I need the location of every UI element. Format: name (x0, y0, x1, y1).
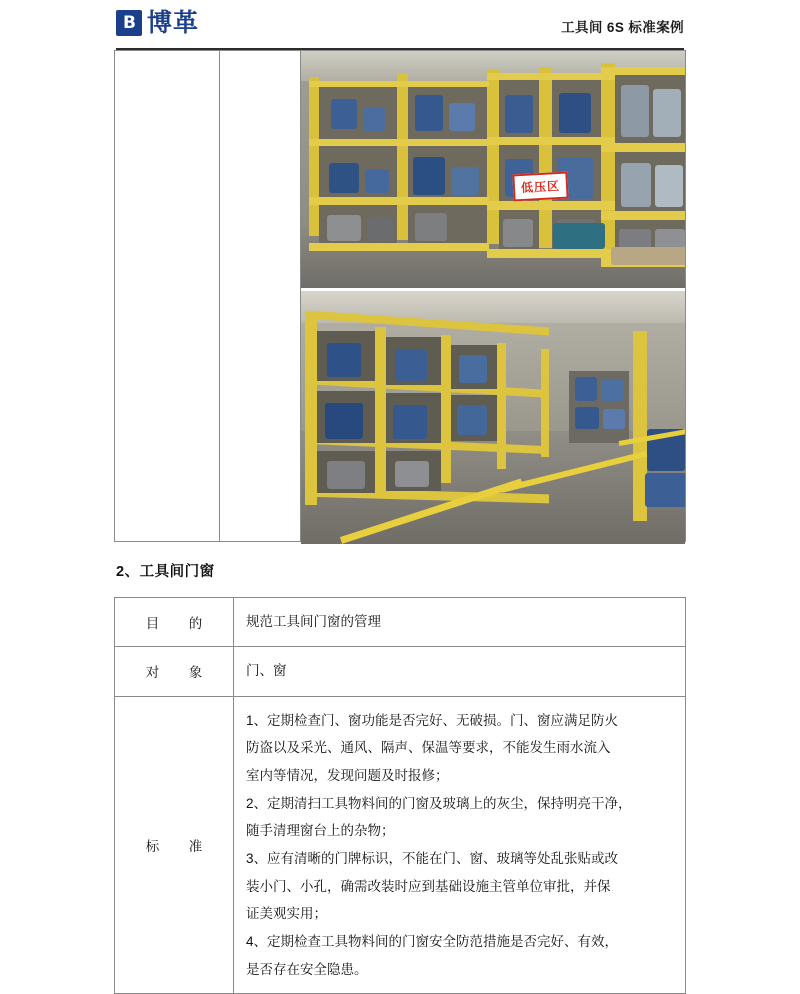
tool-room-aisle-photo (301, 288, 685, 544)
photo1-shelf (487, 73, 617, 80)
photo1-stored-item (367, 217, 393, 241)
row-label-standard: 标 准 (115, 696, 234, 994)
standard-line: 是否存在安全隐患。 (246, 961, 368, 977)
photo2-stored-item (325, 403, 363, 439)
table-row (115, 647, 686, 696)
photo1-shelf (309, 197, 489, 205)
photo2-rack-post (541, 349, 549, 457)
standard-line: 装小门、小孔，确需改装时应到基础设施主管单位审批，并保 (246, 878, 611, 894)
photo1-shelf (487, 137, 617, 145)
photo2-rack-post (305, 319, 317, 505)
photo-table-cell-left (115, 51, 220, 542)
photo1-rack (487, 69, 499, 244)
standard-line: 2、定期清扫工具物料间的门窗及玻璃上的灰尘，保持明亮干净， (246, 795, 632, 811)
photo2-rack-post (441, 335, 451, 483)
photo1-stored-item (451, 167, 479, 195)
standard-line: 防盗以及采光、通风、隔声、保温等要求，不能发生雨水流入 (246, 740, 611, 756)
section-heading: 2、工具间门窗 (116, 564, 215, 580)
photo2-stored-item (327, 343, 361, 377)
row-value-standard (234, 696, 686, 994)
photo1-shelf (601, 67, 685, 75)
photo-stack (301, 51, 685, 541)
standard-line: 室内等情况，发现问题及时报修； (246, 767, 449, 783)
tool-room-shelving-photo (301, 51, 685, 288)
row-label-purpose: 目 的 (115, 598, 234, 647)
photo2-stored-item (327, 461, 365, 489)
row-value-purpose: 规范工具间门窗的管理 (234, 598, 686, 647)
photo2-stored-item (393, 405, 427, 439)
photo1-stored-item (505, 95, 533, 133)
standard-line: 证美观实用； (246, 906, 327, 922)
logo-mark-icon: B (116, 10, 142, 36)
photo1-shelf (487, 249, 617, 258)
photo1-rack (397, 73, 408, 240)
photo1-rack (309, 77, 319, 236)
photo2-far-item (603, 409, 625, 429)
photo1-stored-item (503, 219, 533, 247)
photo2-far-item (575, 377, 597, 401)
photo1-stored-item (415, 213, 447, 241)
photo1-shelf (601, 143, 685, 152)
low-pressure-zone-sign: 低压区 (512, 172, 568, 202)
table-row (115, 696, 686, 994)
photo1-stored-item (413, 157, 445, 195)
header-divider (116, 48, 684, 50)
document-header-title: 工具间 6S 标准案例 (561, 20, 684, 35)
photo1-floor-crate (553, 223, 605, 249)
photo2-stored-item (459, 355, 487, 383)
photo1-stored-item (653, 89, 681, 137)
logo-text: 博革 (147, 8, 200, 37)
photo1-shelf (601, 211, 685, 220)
photo2-stored-item (395, 461, 429, 487)
photo1-stored-item (655, 165, 683, 207)
photo1-shelf (309, 243, 489, 251)
photo2-far-item (601, 379, 623, 401)
table-row (115, 598, 686, 647)
row-value-object: 门、窗 (234, 647, 686, 696)
photo2-stored-item (457, 405, 487, 435)
photo1-stored-item (415, 95, 443, 131)
photo1-stored-item (327, 215, 361, 241)
standards-table (114, 597, 686, 994)
photo1-stored-item (621, 85, 649, 137)
standard-line: 3、应有清晰的门牌标识，不能在门、窗、玻璃等处乱张贴或改 (246, 850, 619, 866)
photo1-shelf (309, 139, 489, 146)
photo2-stored-item (395, 349, 427, 381)
photo2-far-item (575, 407, 599, 429)
photo1-stored-item (331, 99, 357, 129)
row-label-object: 对 象 (115, 647, 234, 696)
photo1-shelf (487, 201, 617, 210)
photo1-stored-item (365, 169, 389, 193)
photo-table (114, 50, 686, 542)
standard-line: 1、定期检查门、窗功能是否完好、无破损。门、窗应满足防火 (246, 712, 619, 728)
photo1-stored-item (559, 93, 591, 133)
brand-logo (116, 10, 199, 36)
standard-line: 4、定期检查工具物料间的门窗安全防范措施是否完好、有效， (246, 934, 619, 949)
photo1-stored-item (621, 163, 651, 207)
photo1-rack (539, 67, 552, 248)
photo2-right-equipment (645, 473, 685, 507)
standard-line: 随手清理窗台上的杂物； (246, 823, 395, 839)
photo-table-cell-images (301, 51, 686, 542)
photo1-stored-item (329, 163, 359, 193)
photo2-rack-post (375, 327, 386, 495)
page-header (0, 6, 800, 50)
photo1-floor-box (611, 247, 685, 265)
photo1-stored-item (449, 103, 475, 131)
photo1-stored-item (363, 107, 385, 131)
photo-table-cell-middle (220, 51, 301, 542)
